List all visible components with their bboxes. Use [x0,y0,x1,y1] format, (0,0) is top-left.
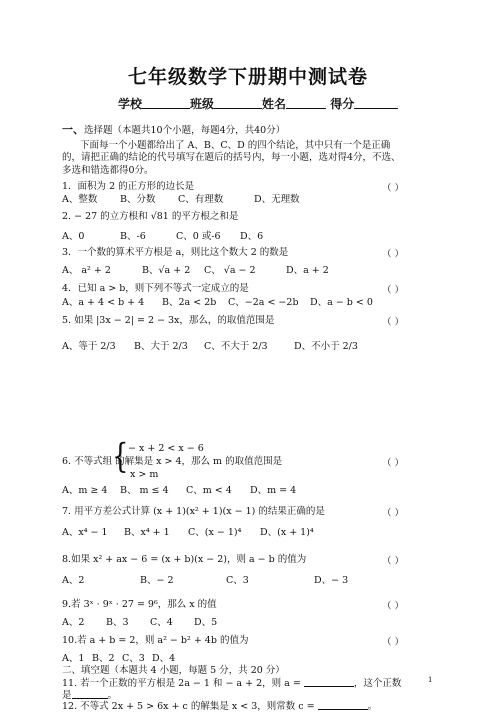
question-4: 4．已知 a > b，则下列不等式一定成立的是 [62,283,249,294]
option-b[interactable]: B、大于 2/3 [134,341,188,352]
option-a[interactable]: A、a + 4 < b + 4 [62,297,145,308]
name-blank[interactable] [286,96,326,109]
question-11-end: 。 [107,690,118,701]
option-d[interactable]: D、− 3 [314,575,349,586]
option-c[interactable]: C、m < 4 [186,485,232,496]
question-2: 2. − 27 的立方根和 √81 的平方根之和是 [62,211,239,222]
option-b[interactable]: B、-6 [120,231,146,242]
section2-heading: 二、填空题（本题共 4 小题，每题 5 分，共 20 分） [62,665,285,676]
page-number: 1 [428,676,433,684]
option-d[interactable]: D、4 [152,653,176,664]
score-label: 得分 [330,97,355,111]
options-9 [62,616,434,629]
answer-paren-9[interactable]: （ ） [382,601,405,612]
option-a[interactable]: A、2 [62,575,85,586]
option-a[interactable]: A、 a² + 2 [62,265,111,276]
option-b[interactable]: B、2a < 2b [162,297,217,308]
option-d[interactable]: D、a − b < 0 [310,297,373,308]
option-b[interactable]: B、3 [106,617,129,628]
option-c[interactable]: C、 √a − 2 [204,265,256,276]
option-c[interactable]: C、有理数 [178,194,224,205]
question-12-end: 。 [367,701,378,712]
question-12-clip [62,699,434,712]
answer-paren-7[interactable]: （ ） [382,508,405,519]
options-2 [62,230,434,243]
system-row-2: x > m [130,469,159,480]
score-blank[interactable] [354,96,398,109]
answer-paren-3[interactable]: （ ） [382,249,405,260]
school-label: 学校 [118,97,143,111]
question-8: 8.如果 x² + ax − 6 = (x + b)(x − 2)，则 a − b 的值为 [62,554,307,565]
options-6 [62,484,434,497]
section1-desc: 选择题（本题共10个小题，每题4分，共40分） [84,125,286,136]
answer-paren-4[interactable]: （ ） [382,285,405,296]
option-c[interactable]: C、−2a < −2b [228,297,299,308]
option-b[interactable]: B、2 [92,653,115,664]
option-a[interactable]: A、2 [62,617,85,628]
option-d[interactable]: D、不小于 2/3 [294,341,358,352]
options-4 [62,296,434,309]
option-b[interactable]: B、√a + 2 [142,265,191,276]
name-label: 姓名 [262,97,287,111]
answer-paren-8[interactable]: （ ） [382,556,405,567]
option-c[interactable]: C、4 [150,617,173,628]
options-5 [62,340,434,353]
options-7 [62,526,434,539]
option-a[interactable]: A、1 [62,653,85,664]
answer-blank-12[interactable] [318,699,368,710]
option-d[interactable]: D、m = 4 [250,485,297,496]
option-c[interactable]: C、0 或-6 [176,231,221,242]
answer-paren-6[interactable]: （ ） [382,458,405,469]
option-b[interactable]: B、− 2 [140,575,174,586]
question-9: 9.若 3ˣ · 9ˣ · 27 = 9⁶，那么 x 的值 [62,599,217,610]
question-11-text-c: 是 [62,690,72,701]
question-11-text: 11. 若一个正数的平方根是 2a − 1 和 − a + 2，则 a = [62,678,301,689]
options-1 [62,193,434,206]
option-c[interactable]: C、3 [122,653,145,664]
option-c[interactable]: C、不大于 2/3 [204,341,268,352]
question-3: 3．一个数的算术平方根是 a，则比这个数大 2 的数是 [62,247,289,258]
options-3 [62,264,434,277]
option-b[interactable]: B、x⁴ + 1 [124,527,170,538]
question-5: 5. 如果 |3x − 2| = 2 − 3x，那么，的取值范围是 [62,315,275,326]
section1-intro-1: 下面每一个小题都给出了 A、B、C、D 的四个结论，其中只有一个是正确 [80,140,391,151]
section1-intro-3: 多选和错选都得0分。 [62,165,154,176]
question-7: 7. 用平方差公式计算 (x + 1)(x² + 1)(x − 1) 的结果正确的是 [62,506,325,517]
page-title: 七年级数学下册期中测试卷 [127,66,368,88]
option-d[interactable]: D、(x + 1)⁴ [260,527,314,538]
answer-paren-1[interactable]: （ ） [382,183,405,194]
question-1: 1．面积为 2 的正方形的边长是 [62,181,195,192]
option-d[interactable]: D、a + 2 [286,265,329,276]
question-10: 10.若 a + b = 2，则 a² − b² + 4b 的值为 [62,635,249,646]
option-a[interactable]: A、m ≥ 4 [62,485,108,496]
option-c[interactable]: C、3 [226,575,249,586]
student-info-line [118,95,438,112]
option-c[interactable]: C、(x − 1)⁴ [188,527,242,538]
option-a[interactable]: A、x⁴ − 1 [62,527,108,538]
class-blank[interactable] [214,96,262,109]
class-label: 班级 [190,97,215,111]
section1-number: 一、 [62,123,84,136]
question-12-text: 12. 不等式 2x + 5 > 6x + c 的解集是 x < 3，则常数 c = [62,701,315,712]
section1-heading [62,123,434,137]
answer-blank-11a[interactable] [304,676,354,687]
option-a[interactable]: A、整数 [62,194,98,205]
answer-paren-5[interactable]: （ ） [382,317,405,328]
question-11-text-b: ，这个正数 [353,678,402,689]
option-a[interactable]: A、0 [62,231,85,242]
answer-paren-10[interactable]: （ ） [382,637,405,648]
school-blank[interactable] [142,96,190,109]
option-d[interactable]: D、5 [194,617,218,628]
option-d[interactable]: D、6 [240,231,264,242]
option-d[interactable]: D、无理数 [254,194,300,205]
answer-blank-11b[interactable] [72,688,108,699]
option-a[interactable]: A、等于 2/3 [62,341,116,352]
options-8 [62,574,434,587]
section1-intro-2: 的，请把正确的结论的代号填写在题后的括号内，每一小题，选对得4分，不选、 [62,152,401,163]
option-b[interactable]: B、分数 [120,194,156,205]
option-b[interactable]: B、 m ≤ 4 [120,485,169,496]
system-row-1: − x + 2 < x − 6 [128,443,204,454]
question-6: 6. 不等式组 的解集是 x > 4，那么 m 的取值范围是 [62,456,283,467]
system-brace: { [112,437,129,477]
